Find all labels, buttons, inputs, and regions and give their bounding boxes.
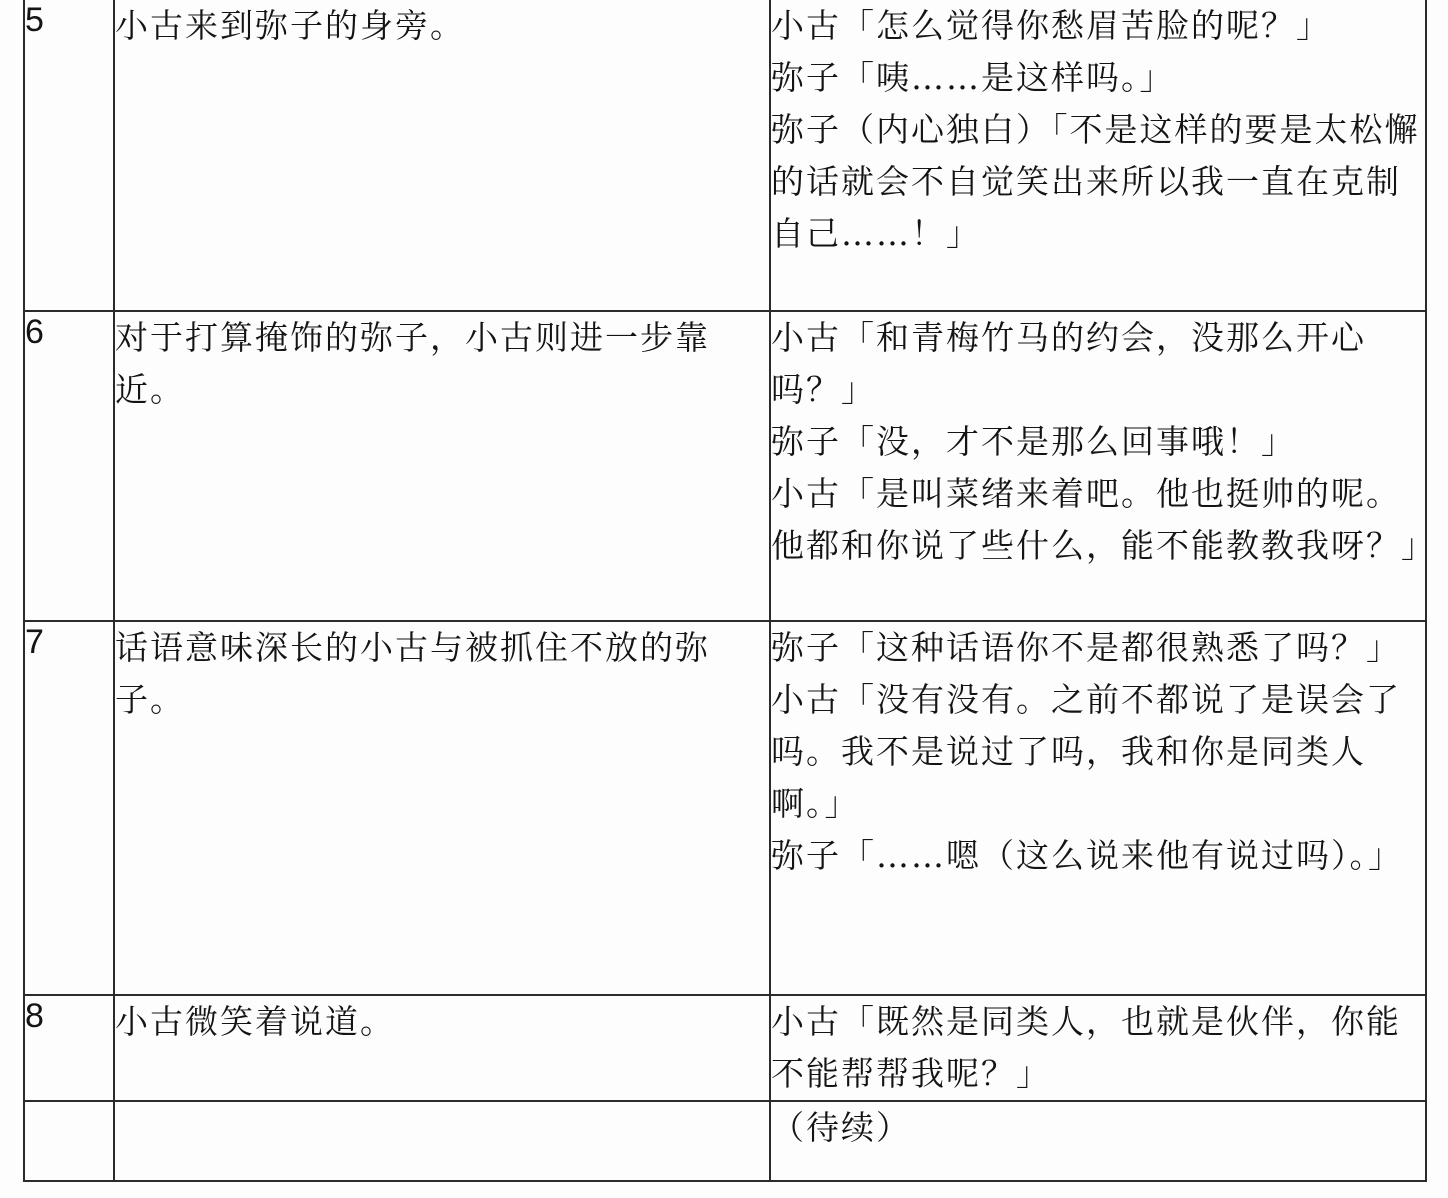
dialogue-line: 小古「是叫菜绪来着吧。他也挺帅的呢。他都和你说了些什么，能不能教教我呀？」 [771,474,1436,565]
scene-description: 话语意味深长的小古与被抓住不放的弥子。 [114,621,770,995]
scene-description: 小古微笑着说道。 [114,995,770,1101]
scene-number: 7 [24,621,114,995]
dialogue-cell [770,995,1426,1101]
dialogue-line: 弥子（内心独白）「不是这样的要是太松懈的话就会不自觉笑出来所以我一直在克制自己……！」 [771,110,1420,253]
table-row [24,0,1426,311]
dialogue-cell [770,311,1436,621]
dialogue-line: 弥子「没，才不是那么回事哦！」 [771,422,1296,461]
scene-number [24,1101,114,1181]
dialogue-line: 弥子「……嗯（这么说来他有说过吗）。」 [771,836,1403,875]
dialogue-line: 弥子「咦……是这样吗。」 [771,58,1175,97]
dialogue-line: 小古「没有没有。之前不都说了是误会了吗。我不是说过了吗，我和你是同类人啊。」 [771,680,1401,823]
dialogue-line: 弥子「这种话语你不是都很熟悉了吗？」 [771,628,1401,667]
table-row [24,995,1426,1101]
table-row [24,311,1426,621]
to-be-continued-note: （待续） [771,1108,911,1147]
scene-number: 5 [24,0,114,311]
scene-description: 对于打算掩饰的弥子，小古则进一步靠近。 [114,311,770,621]
dialogue-cell [770,0,1426,311]
dialogue-line: 小古「和青梅竹马的约会，没那么开心吗？」 [771,318,1366,409]
scene-number: 6 [24,311,114,621]
table-row [24,1101,1426,1181]
dialogue-cell [770,621,1426,995]
script-table [23,0,1436,1182]
dialogue-cell [770,1101,1426,1181]
scene-description: 小古来到弥子的身旁。 [114,0,770,311]
dialogue-line: 小古「怎么觉得你愁眉苦脸的呢？」 [771,6,1331,45]
table-row [24,621,1426,995]
dialogue-line: 小古「既然是同类人，也就是伙伴，你能不能帮帮我呢？」 [771,1002,1401,1093]
scene-description [114,1101,770,1181]
scene-number: 8 [24,995,114,1101]
